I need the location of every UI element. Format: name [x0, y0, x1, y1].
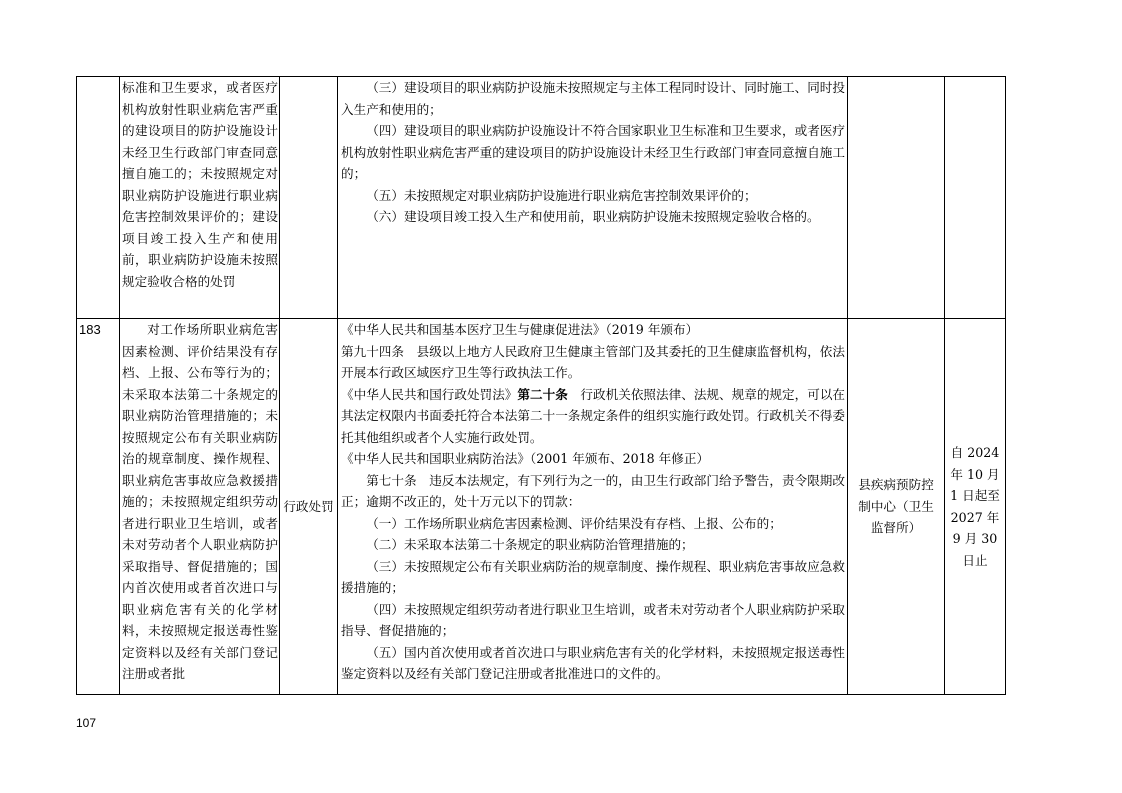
- basis-line: （六）建设项目竣工投入生产和使用前，职业病防护设施未按照规定验收合格的。: [366, 209, 820, 224]
- legal-basis-cell: [338, 319, 848, 695]
- law-text: 行政机关依照法律、法规、规章的规定，可以在其法定权限内书面委托符合本法第二十一条规定条件的组织实施行政处罚。行政机关不得委托其他组织或者个人实施行政处罚。: [341, 386, 846, 445]
- item-name-cell: [120, 319, 280, 695]
- page-number: 107: [76, 716, 97, 730]
- legal-basis-cell: [338, 77, 848, 319]
- category-label: 行政处罚: [283, 498, 334, 514]
- row-number: 183: [79, 322, 101, 337]
- article-number: 第二十条: [517, 386, 568, 402]
- item-name-cell: [120, 77, 280, 319]
- law-article: 第九十四条 县级以上地方人民政府卫生健康主管部门及其委托的卫生健康监督机构，依法开展本行政区域医疗卫生等行政执法工作。: [341, 343, 845, 380]
- period-text: 自 2024 年 10 月 1 日起至 2027 年 9 月 30 日止: [950, 445, 1000, 568]
- law-article: 第七十条 违反本法规定，有下列行为之一的，由卫生行政部门给予警告，责令限期改正；逾期不改正的，处十万元以下的罚款：: [341, 472, 845, 509]
- item-name-text: 对工作场所职业病危害因素检测、评价结果没有存档、上报、公布等行为的；未采取本法第二十条规定的职业病防治管理措施的；未按照规定公布有关职业病防治的规章制度、操作规程、职业病危害事故应急救援措施的；未按照规定组织劳动者进行职业卫生培训，或者未对劳动者个人职业病防护采取指导、督促措施的；国内首次使用或者首次进口与职业病危害有关的化学材料，未按照规定报送毒性鉴定资料以及经有关部门登记注册或者批: [122, 322, 278, 681]
- law-title: 《中华人民共和国职业病防治法》（2001 年颁布、2018 年修正）: [341, 451, 710, 466]
- basis-item: （四）未按照规定组织劳动者进行职业卫生培训，或者未对劳动者个人职业病防护采取指导、督促措施的；: [341, 601, 845, 638]
- basis-line: （四）建设项目的职业病防护设施设计不符合国家职业卫生标准和卫生要求，或者医疗机构放射性职业病危害严重的建设项目的防护设施设计未经卫生行政部门审查同意擅自施工的；: [341, 123, 845, 181]
- period-cell: [945, 319, 1006, 695]
- item-name-text: 标准和卫生要求，或者医疗机构放射性职业病危害严重的建设项目的防护设施设计未经卫生行政部门审查同意擅自施工的；未按照规定对职业病防护设施进行职业病危害控制效果评价的；建设项目竣工投入生产和使用前，职业病防护设施未按照规定验收合格的处罚: [122, 80, 278, 289]
- law-paragraph: [341, 384, 845, 449]
- law-title: 《中华人民共和国行政处罚法》: [341, 386, 518, 402]
- basis-item: （一）工作场所职业病危害因素检测、评价结果没有存档、上报、公布的；: [366, 515, 782, 531]
- basis-item: （五）国内首次使用或者首次进口与职业病危害有关的化学材料，未按照规定报送毒性鉴定资料以及经有关部门登记注册或者批准进口的文件的。: [341, 644, 845, 681]
- department-cell-empty: [848, 77, 945, 319]
- basis-line: （三）建设项目的职业病防护设施未按照规定与主体工程同时设计、同时施工、同时投入生产和使用的；: [341, 80, 845, 117]
- department-text: 县疾病预防控制中心（卫生监督所）: [858, 477, 934, 536]
- category-cell-empty: [280, 77, 338, 319]
- document-table: [76, 76, 1006, 695]
- period-cell-empty: [945, 77, 1006, 319]
- basis-item: （三）未按照规定公布有关职业病防治的规章制度、操作规程、职业病危害事故应急救援措施的；: [341, 558, 845, 595]
- table-row: [77, 319, 1006, 695]
- row-number-cell-empty: [77, 77, 120, 319]
- basis-item: （二）未采取本法第二十条规定的职业病防治管理措施的；: [366, 537, 694, 552]
- row-number-cell: [77, 319, 120, 695]
- table-row: [77, 77, 1006, 319]
- department-cell: [848, 319, 945, 695]
- basis-line: （五）未按照规定对职业病防护设施进行职业病危害控制效果评价的；: [366, 187, 757, 203]
- law-title: 《中华人民共和国基本医疗卫生与健康促进法》（2019 年颁布）: [341, 322, 699, 337]
- category-cell: [280, 319, 338, 695]
